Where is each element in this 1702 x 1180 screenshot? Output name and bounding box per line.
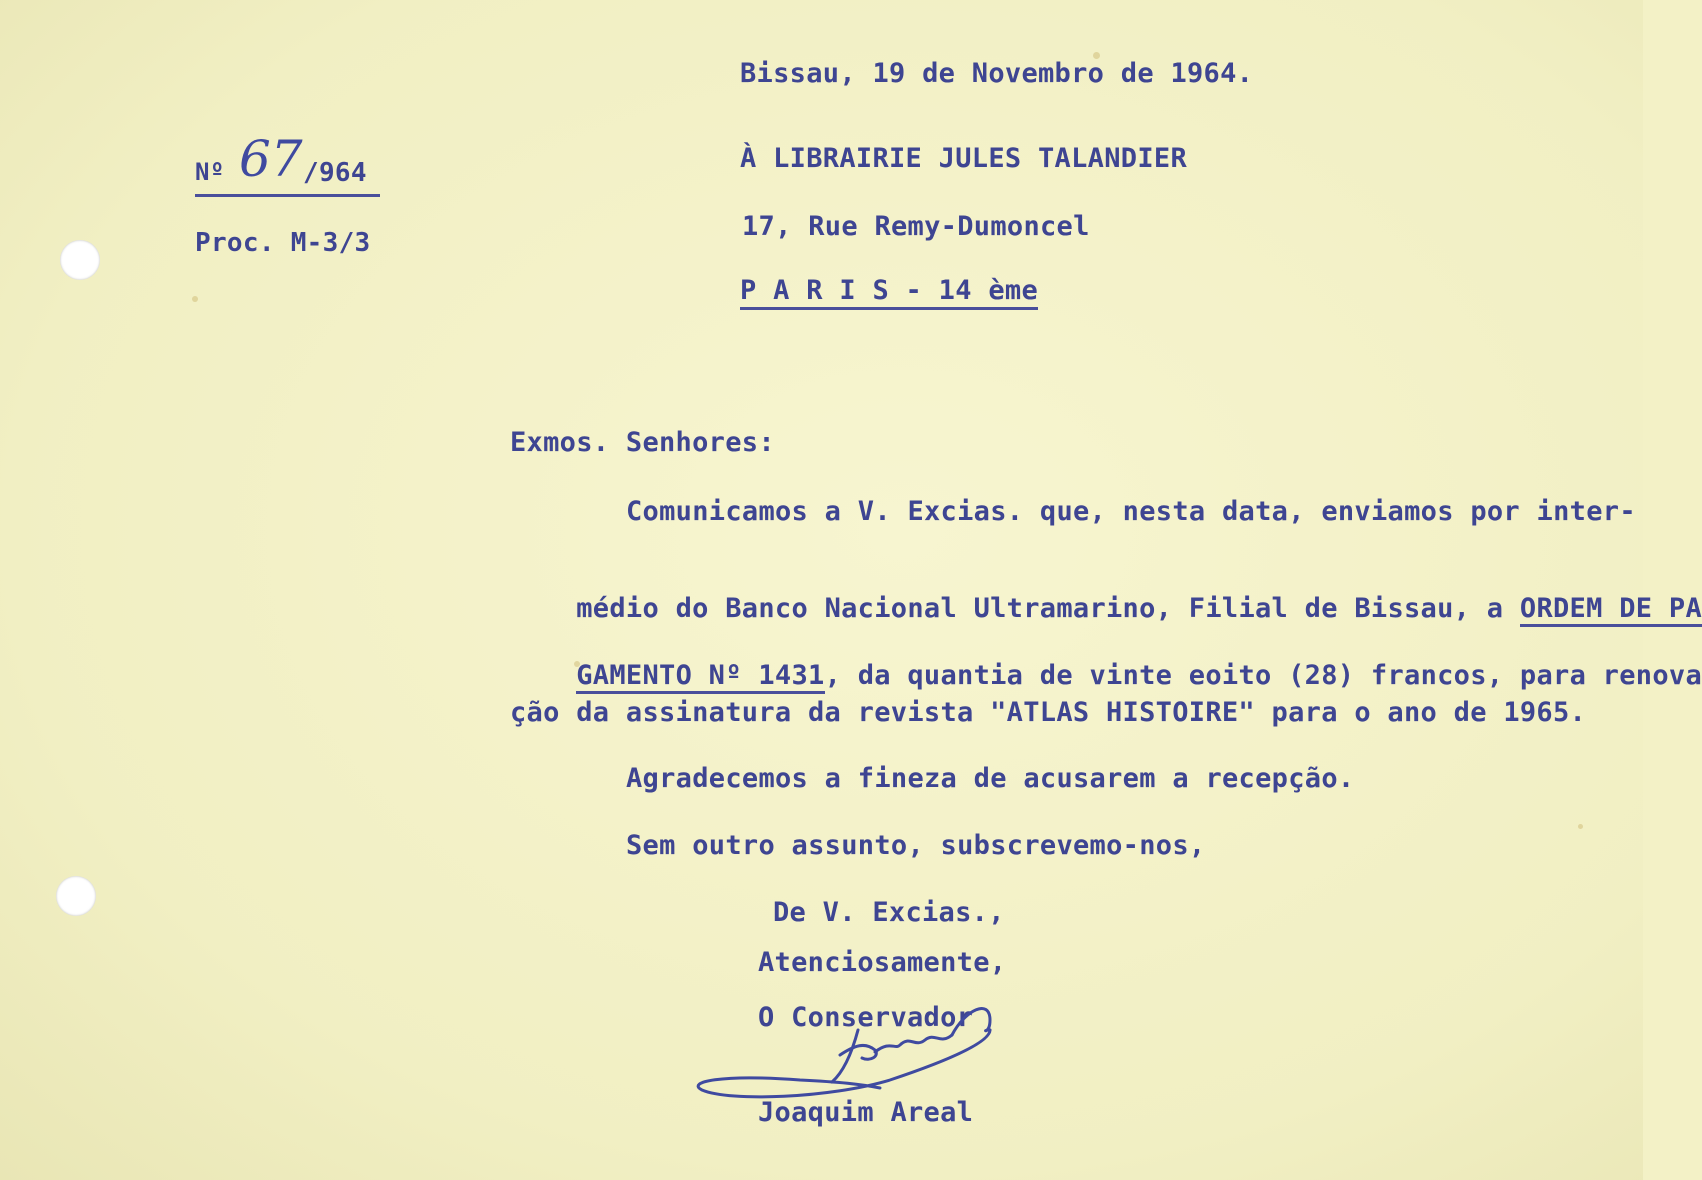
paper-stain bbox=[192, 296, 198, 302]
reference-number bbox=[195, 130, 380, 197]
paragraph-1-line-1: Comunicamos a V. Excias. que, nesta data, enviamos por inter- bbox=[626, 496, 1636, 527]
paragraph-3: Sem outro assunto, subscrevemo-nos, bbox=[626, 830, 1206, 861]
reference-number-year: /964 bbox=[303, 158, 367, 188]
payment-order-underlined: ORDEM DE PA bbox=[1520, 593, 1702, 627]
date-line: Bissau, 19 de Novembro de 1964. bbox=[740, 58, 1254, 89]
process-reference: Proc. M-3/3 bbox=[195, 228, 371, 258]
paragraph-1-text: , da quantia de vinte eoito (28) francos, para renova bbox=[824, 660, 1702, 691]
closing-line-2: Atenciosamente, bbox=[758, 947, 1007, 978]
reference-number-prefix: Nº bbox=[195, 158, 225, 186]
handwritten-signature bbox=[690, 990, 1040, 1130]
recipient-street: 17, Rue Remy-Dumoncel bbox=[742, 211, 1090, 242]
closing-line-1: De V. Excias., bbox=[773, 897, 1005, 928]
payment-order-number-underlined: GAMENTO Nº 1431 bbox=[576, 660, 824, 694]
paragraph-1-text: médio do Banco Nacional Ultramarino, Filial de Bissau, a bbox=[576, 593, 1520, 624]
punch-hole-top bbox=[60, 240, 100, 280]
salutation: Exmos. Senhores: bbox=[510, 427, 775, 458]
recipient-name: À LIBRAIRIE JULES TALANDIER bbox=[740, 143, 1187, 174]
closing-line-3: O Conservador bbox=[758, 1002, 974, 1033]
paragraph-1-line-4: ção da assinatura da revista "ATLAS HISTOIRE" para o ano de 1965. bbox=[510, 697, 1587, 728]
paragraph-2: Agradecemos a fineza de acusarem a recepção. bbox=[626, 763, 1355, 794]
reference-number-handwritten: 67 bbox=[239, 130, 303, 188]
recipient-city: P A R I S - 14 ème bbox=[740, 275, 1038, 310]
paper-stain bbox=[1578, 824, 1583, 829]
punch-hole-bottom bbox=[56, 876, 96, 916]
signatory-name: Joaquim Areal bbox=[758, 1097, 974, 1128]
